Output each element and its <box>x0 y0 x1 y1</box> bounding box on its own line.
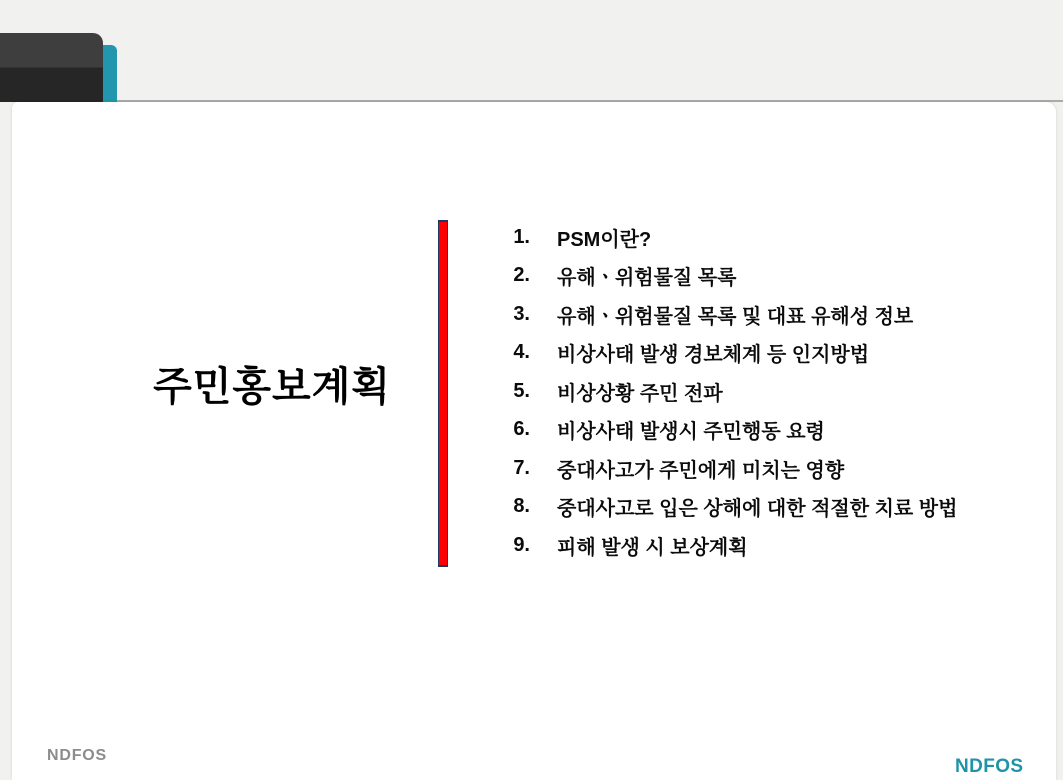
list-item-text: PSM이란? <box>557 228 652 251</box>
list-item <box>480 449 957 488</box>
list-item <box>480 411 957 450</box>
list-item-number: 4. <box>513 341 530 364</box>
dark-corner-decoration <box>0 33 103 102</box>
slide-title: 주민홍보계획 <box>153 365 391 409</box>
list-item-text: 유해ㆍ위험물질 목록 <box>557 267 737 290</box>
list-item-number: 5. <box>513 379 530 402</box>
ndfos-logo-gray: NDFOS <box>47 747 107 764</box>
list-item <box>480 218 957 257</box>
list-item <box>480 526 957 565</box>
list-item-number: 6. <box>513 418 530 441</box>
list-item-text: 중대사고가 주민에게 미치는 영향 <box>557 459 845 482</box>
list-item <box>480 372 957 411</box>
list-item-text: 비상사태 발생 경보체계 등 인지방법 <box>557 344 870 367</box>
list-item-text: 유해ㆍ위험물질 목록 및 대표 유해성 정보 <box>557 305 914 328</box>
list-item-number: 8. <box>513 495 530 518</box>
toc-list <box>480 218 957 565</box>
list-item <box>480 488 957 527</box>
list-item-number: 7. <box>513 456 530 479</box>
ndfos-logo-teal: NDFOS <box>955 756 1024 777</box>
list-item <box>480 295 957 334</box>
list-item-number: 9. <box>513 533 530 556</box>
list-item-text: 피해 발생 시 보상계획 <box>557 536 748 559</box>
list-item-text: 비상사태 발생시 주민행동 요령 <box>557 421 825 444</box>
list-item-text: 비상상황 주민 전파 <box>557 382 723 405</box>
list-item <box>480 257 957 296</box>
list-item-number: 3. <box>513 302 530 325</box>
red-accent-bar <box>438 220 448 567</box>
list-item <box>480 334 957 373</box>
list-item-number: 2. <box>513 264 530 287</box>
list-item-text: 중대사고로 입은 상해에 대한 적절한 치료 방법 <box>557 498 958 521</box>
list-item-number: 1. <box>513 225 530 248</box>
